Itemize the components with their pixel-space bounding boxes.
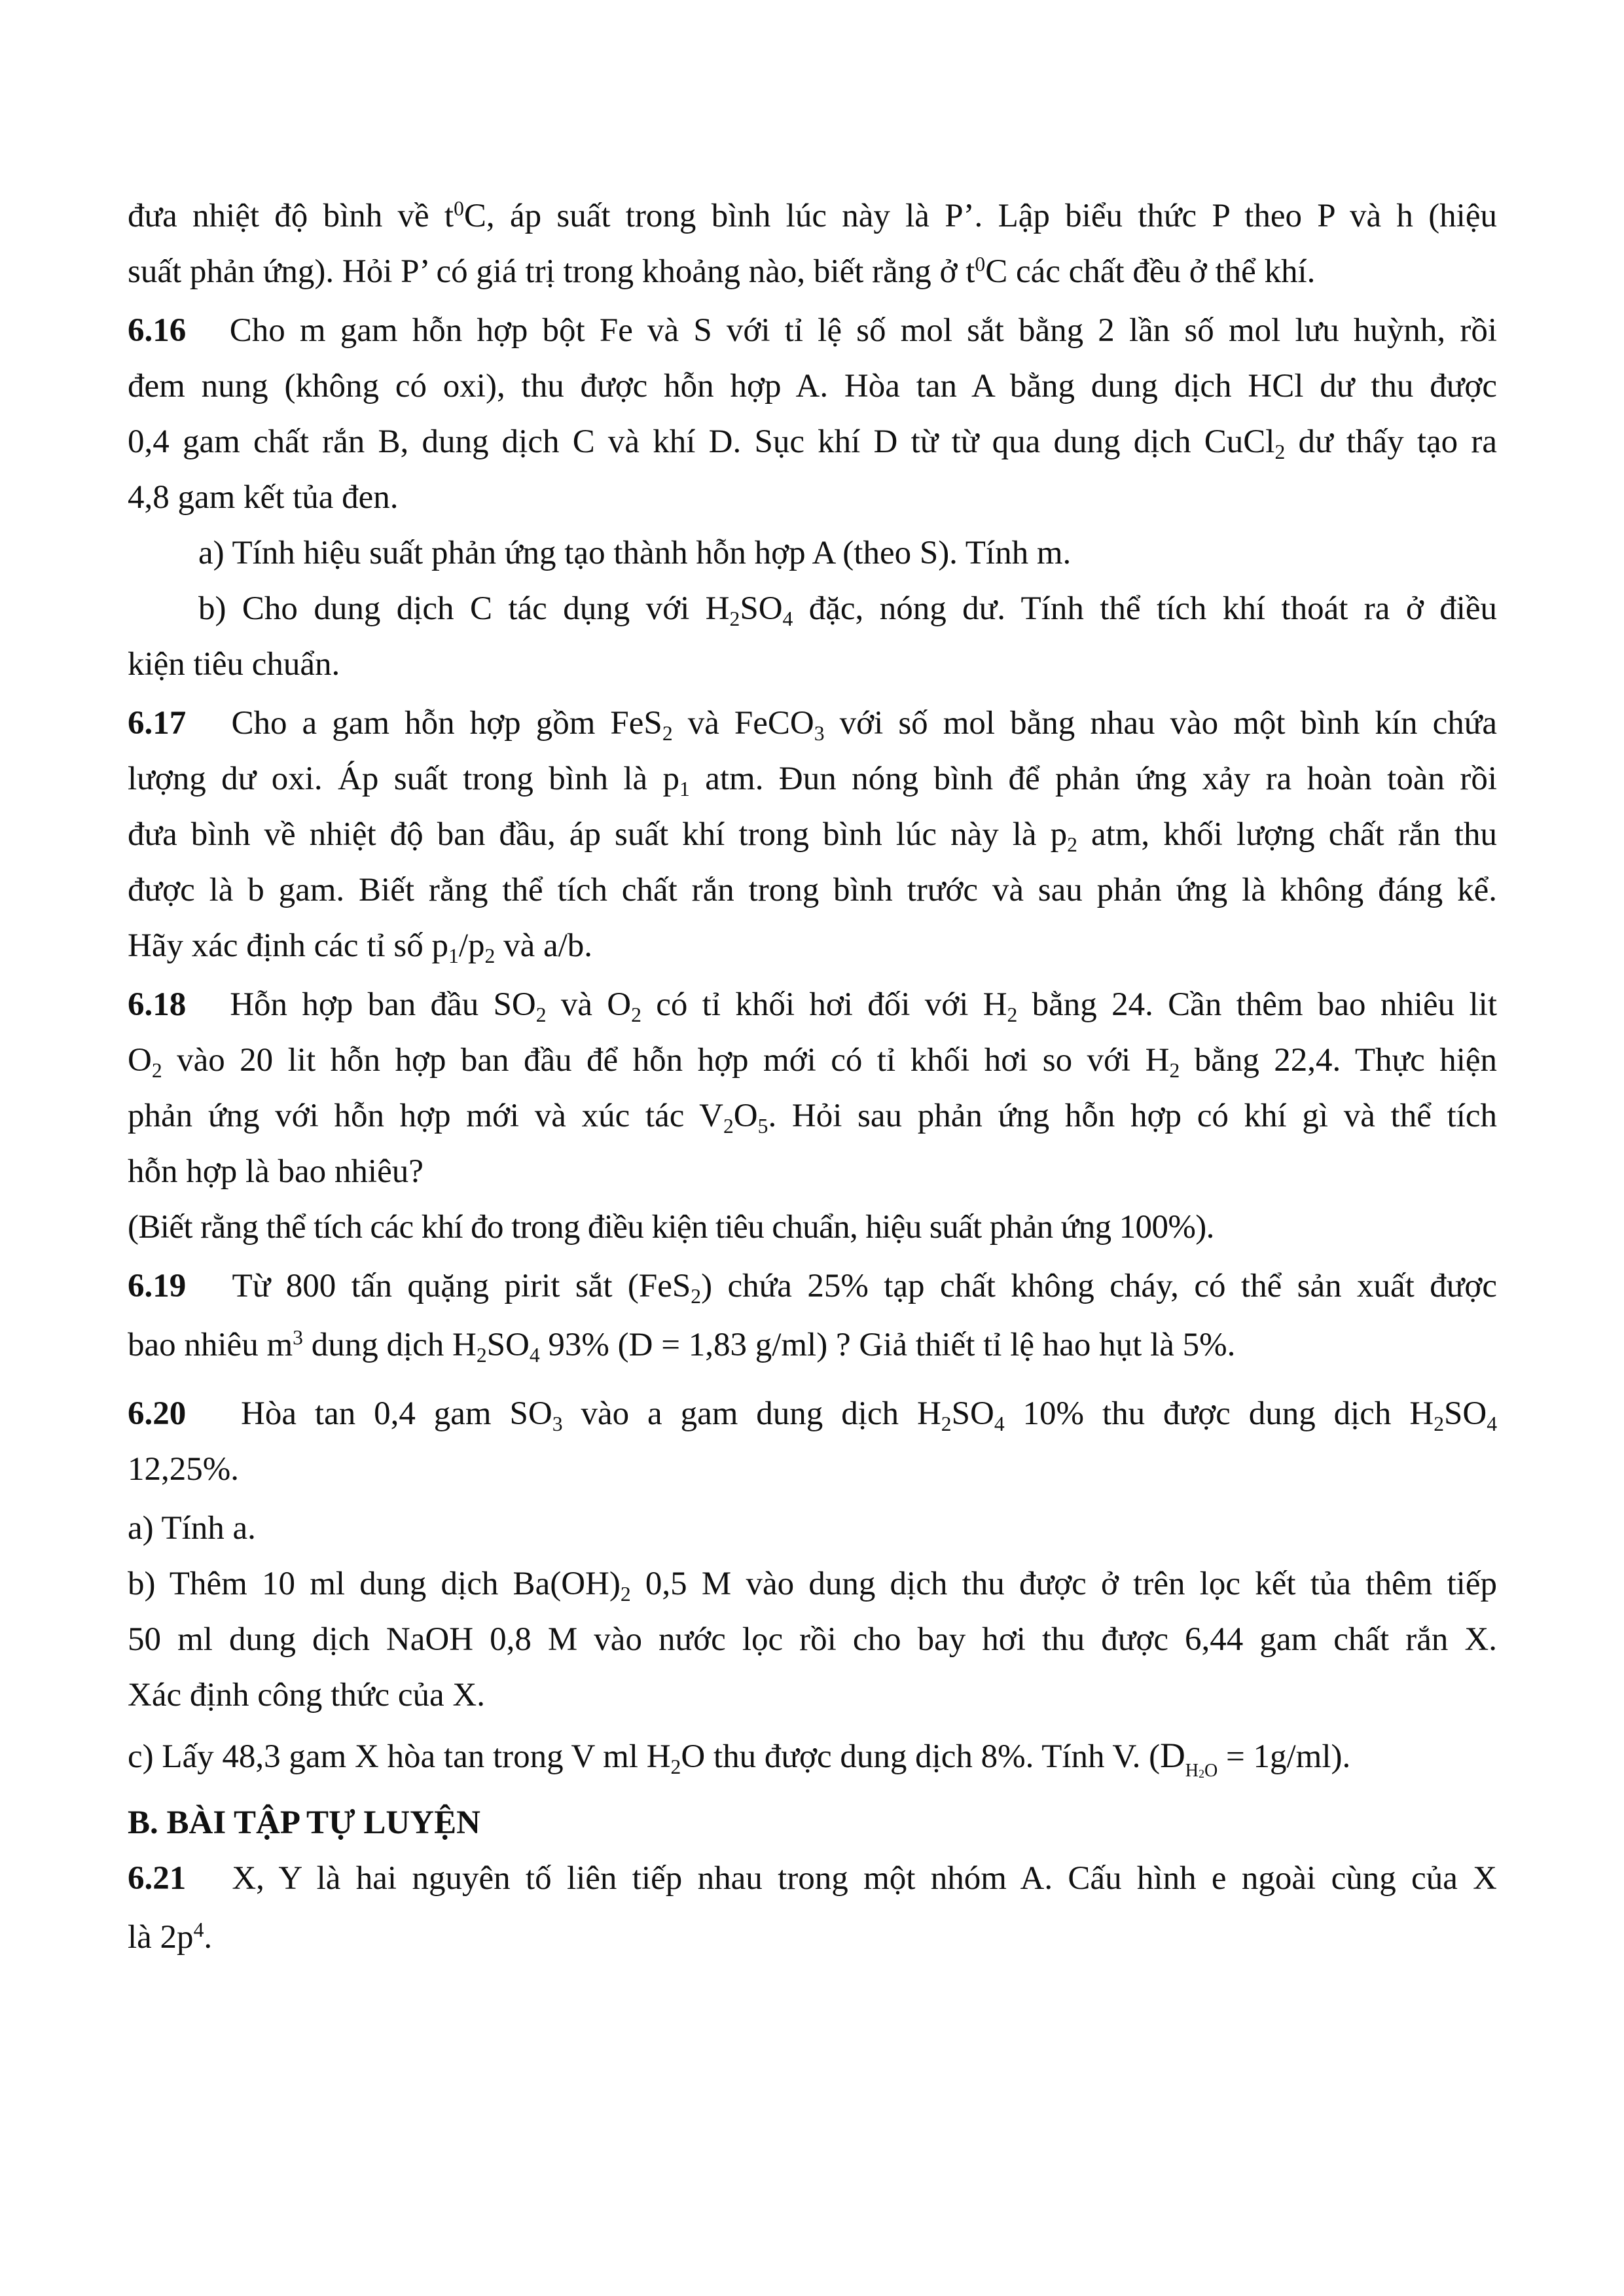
text-line: a) Tính hiệu suất phản ứng tạo thành hỗn hợp A (theo S). Tính m. (198, 535, 1072, 571)
text-line: bao nhiêu $m^3$ dung dịch $H_2SO_4$ 93% (D = 1,83 g/ml) ? Giả thiết tỉ lệ hao hụt là 5%. (128, 1325, 1236, 1367)
text-line: là $2p^4$. (128, 1918, 213, 1956)
exercise-number: 6.19 (128, 1268, 187, 1304)
exercise-number: 6.16 (128, 312, 187, 349)
text-line: đưa bình về nhiệt độ ban đầu, áp suất khí trong bình lúc này là $p_2$ atm, khối lượng chất rắn thu (128, 816, 1498, 857)
text-line: $O_2$ vào 20 lit hỗn hợp ban đầu để hỗn hợp mới có tỉ khối hơi so với $H_2$ bằng 22,4. Thực hiện (128, 1042, 1498, 1083)
exercise-number: 6.17 (128, 705, 187, 742)
text-line: a) Tính a. (128, 1510, 256, 1547)
section-heading: B. BÀI TẬP TỰ LUYỆN (128, 1804, 480, 1841)
exercise-6-16-line: 6.16 Cho m gam hỗn hợp bột Fe và S với tỉ lệ số mol sắt bằng 2 lần số mol lưu huỳnh, rồi (128, 312, 1497, 349)
text-line: đưa nhiệt độ bình về $t^0C$, áp suất trong bình lúc này là P’. Lập biểu thức P theo P và h (hiệu (128, 196, 1497, 234)
text-line: lượng dư oxi. Áp suất trong bình là $p_1$ atm. Đun nóng bình để phản ứng xảy ra hoàn toàn rồi (128, 761, 1497, 801)
exercise-6-18-line: 6.18 Hỗn hợp ban đầu $SO_2$ và $O_2$ có tỉ khối hơi đối với $H_2$ bằng 24. Cần thêm bao nhiêu lit (128, 986, 1497, 1027)
text-line: c) Lấy 48,3 gam X hòa tan trong V ml $H_2O$ thu được dung dịch 8%. Tính V. $(D_{H2O} = 1g/ml)$. (128, 1736, 1351, 1782)
exercise-number: 6.20 (128, 1395, 187, 1432)
note-line: (Biết rằng thể tích các khí đo trong điều kiện tiêu chuẩn, hiệu suất phản ứng 100%). (128, 1209, 1214, 1246)
text-line: hỗn hợp là bao nhiêu? (128, 1153, 424, 1190)
text-line: b) Cho dung dịch C tác dụng với $H_2SO_4$ đặc, nóng dư. Tính thể tích khí thoát ra ở điều (198, 590, 1498, 631)
text-line: Xác định công thức của X. (128, 1677, 485, 1713)
text-line: được là b gam. Biết rằng thể tích chất rắn trong bình trước và sau phản ứng là không đáng kể. (128, 872, 1497, 908)
text-line: đem nung (không có oxi), thu được hỗn hợp A. Hòa tan A bằng dung dịch HCl dư thu được (128, 368, 1497, 404)
exercise-number: 6.18 (128, 986, 187, 1023)
exercise-number: 6.21 (128, 1860, 187, 1897)
exercise-6-19-line: 6.19 Từ 800 tấn quặng pirit sắt (FeS$_2$) chứa 25% tạp chất không cháy, có thể sản xuất được (128, 1268, 1498, 1308)
text-line: Hãy xác định các tỉ số $p_1/p_2$ và a/b. (128, 927, 593, 968)
exercise-6-20-line: 6.20 Hòa tan 0,4 gam $SO_3$ vào a gam dung dịch $H_2SO_4$ 10% thu được dung dịch $H_2SO_4$ (128, 1395, 1498, 1436)
exercise-6-21-line: 6.21 X, Y là hai nguyên tố liên tiếp nhau trong một nhóm A. Cấu hình e ngoài cùng của X (128, 1860, 1498, 1897)
text-line: b) Thêm 10 ml dung dịch $Ba(OH)_2$ 0,5 M vào dung dịch thu được ở trên lọc kết tủa thêm tiếp (128, 1566, 1497, 1606)
exercise-6-17-line: 6.17 Cho a gam hỗn hợp gồm FeS$_2$ và FeCO$_3$ với số mol bằng nhau vào một bình kín chứa (128, 705, 1498, 745)
text-line: suất phản ứng). Hỏi P’ có giá trị trong khoảng nào, biết rằng ở $t^0C$ các chất đều ở thể khí. (128, 252, 1316, 290)
text-line: 0,4 gam chất rắn B, dung dịch C và khí D. Sục khí D từ từ qua dung dịch CuCl$_2$ dư thấy tạo ra (128, 423, 1497, 464)
text-line: 4,8 gam kết tủa đen. (128, 479, 399, 516)
text-line: phản ứng với hỗn hợp mới và xúc tác $V_2O_5$. Hỏi sau phản ứng hỗn hợp có khí gì và thể tích (128, 1098, 1497, 1138)
text-line: 12,25%. (128, 1451, 239, 1488)
text-line: kiện tiêu chuẩn. (128, 646, 340, 683)
text-line: 50 ml dung dịch NaOH 0,8 M vào nước lọc rồi cho bay hơi thu được 6,44 gam chất rắn X. (128, 1621, 1497, 1658)
